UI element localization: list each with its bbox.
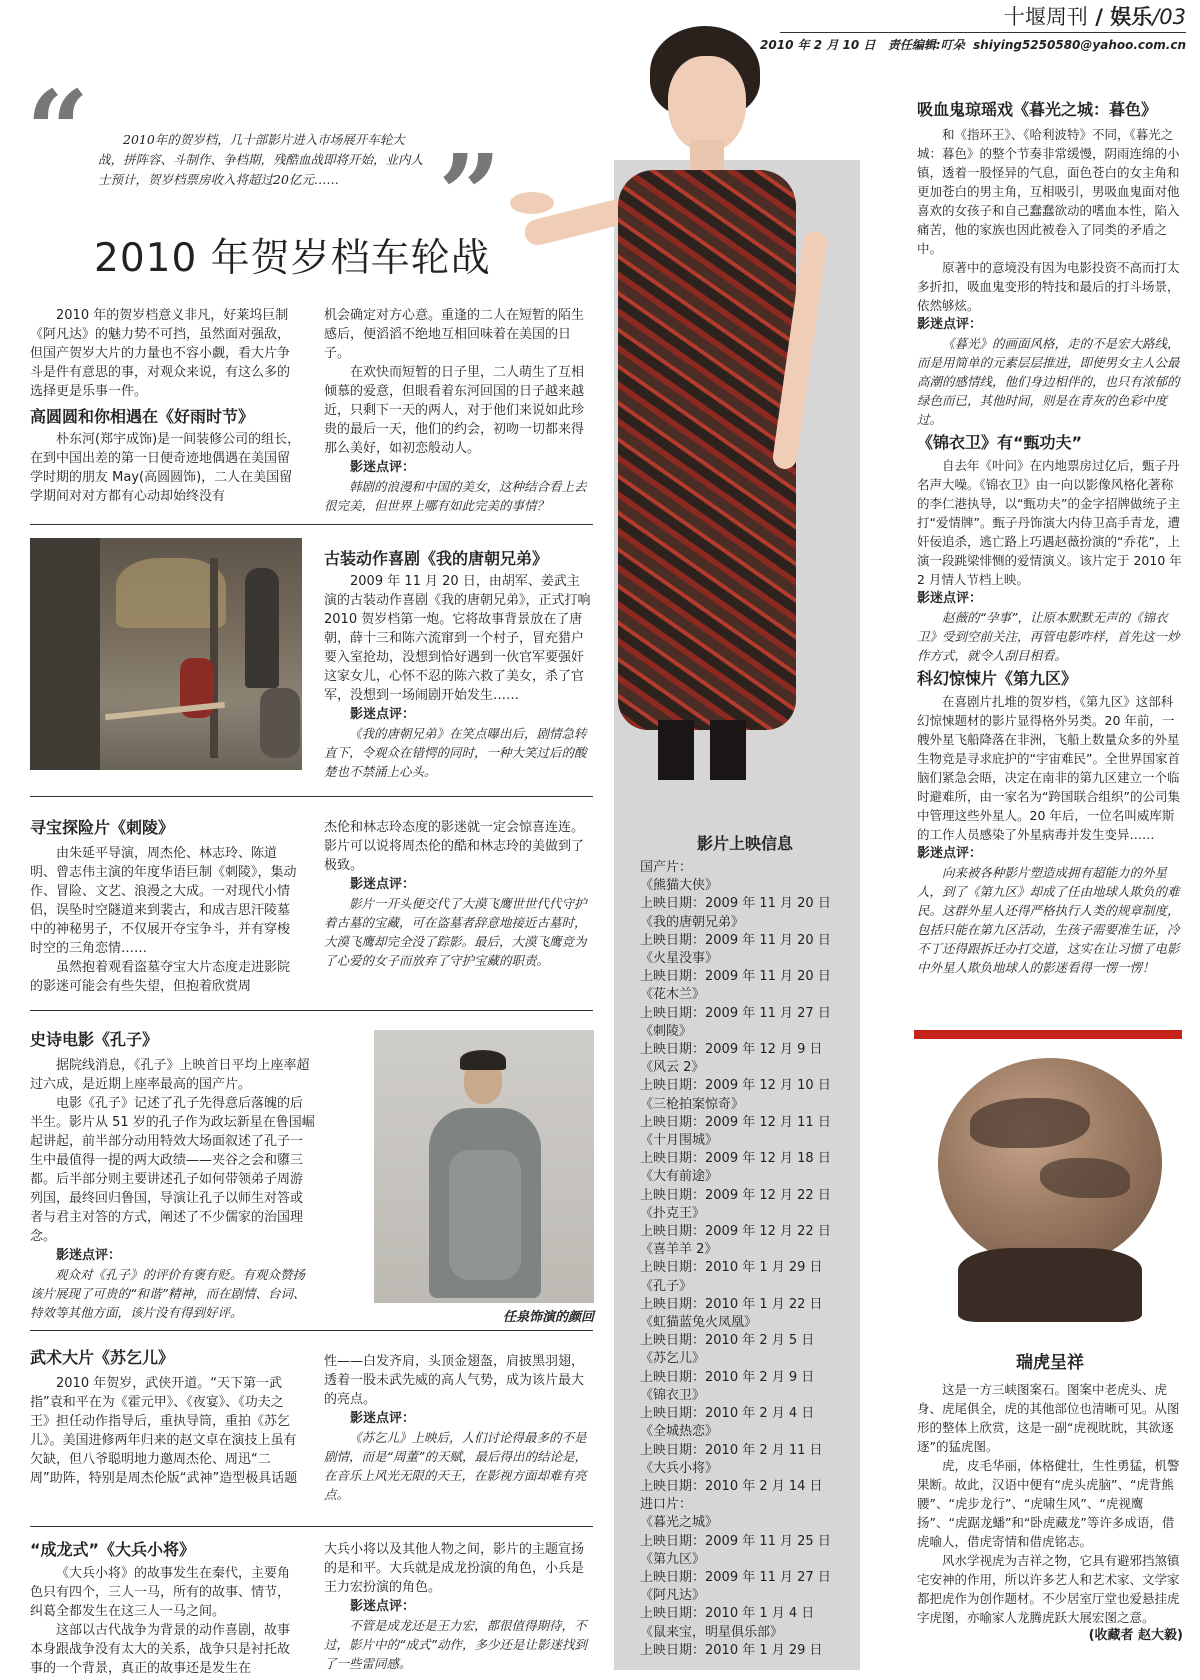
imported-film-title: 《第九区》 (640, 1551, 706, 1567)
publication-name: 十堰周刊 (1003, 5, 1088, 29)
tang-comment: 《我的唐朝兄弟》在笑点曝出后，剧情急转直下，令观众在错愕的同时，一种大笑过后的酸楚也不禁涌上心头。 (324, 726, 587, 779)
domestic-film-release-date: 上映日期：2010 年 2 月 5 日 (640, 1333, 815, 1349)
bing-col-1 (30, 1540, 302, 1678)
twilight-comment: 《暮光》的画面风格，走的不是宏大路线，而是用简单的元素层层推进，即使男女主人公最高潮的感情线，他们身边相伴的，也只有浓郁的绿色而已，其他时间，则是在青灰的色彩中度过。 (917, 336, 1180, 427)
jinyiwei-paragraph: 自去年《叶问》在内地票房过亿后，甄子丹名声大噪。《锦衣卫》由一向以影像风格化著称的李仁港执导，以“甄功夫”的金字招牌做统子主打“爱情牌”。甄子丹饰演大内侍卫高手青龙，遭奸佞追杀，逃亡路上巧遇赵薇扮演的“乔花”，上演一段跳梁悱恻的爱情演义。该片定于 2010 年 2 月情人节档上映。 (917, 458, 1182, 587)
section-heading-haoyu: 高圆圆和你相遇在《好雨时节》 (30, 407, 255, 426)
ciling-comment: 影片一开头便交代了大漠飞鹰世世代代守护着古墓的宝藏，可在盗墓者辞意地接近古墓时，大漠飞鹰却完全没了踪影。最后，大漠飞鹰竞为了心爱的女子而放弃了守护宝藏的职责。 (324, 896, 587, 968)
domestic-film-title: 《虹猫蓝兔火凤凰》 (640, 1315, 758, 1331)
domestic-film-release-date: 上映日期：2009 年 11 月 20 日 (640, 969, 831, 985)
red-divider (914, 1030, 1182, 1039)
bing-paragraph-1: 《大兵小将》的故事发生在秦代，主要角色只有四个，三人一马，所有的故事、情节，纠葛全都发生在这三人一马之间。 (30, 1566, 291, 1619)
jinyiwei-comment-label: 影迷点评： (917, 591, 983, 606)
suqier-continued: 性——白发齐肩，头顶金翅盔，肩披黑羽翅，透着一股未武先威的高人气势，成为该片最大的亮点。 (324, 1354, 585, 1407)
confucius-paragraph-2: 电影《孔子》记述了孔子先得意后落魄的后半生。影片从 51 岁的孔子作为政坛新星在鲁国崛起讲起，前半部分动用特效大场面叙述了孔子一生中最值得一提的两大政绩——夹谷之会和隳三都。后半部分则主要讲述孔子如何带领弟子周游列国，最终回归鲁国，导演让孔子以师生对答或者与君主对答的方式，阐述了不少儒家的治国理念。 (30, 1096, 315, 1244)
stone-credit: (收藏者 赵大毅) (1088, 1628, 1183, 1643)
section-heading-bing: “成龙式”《大兵小将》 (30, 1540, 196, 1559)
suqier-col-1 (30, 1348, 302, 1488)
tiger-stone-photo (930, 1058, 1170, 1328)
right-column-articles (917, 100, 1183, 977)
section-heading-confucius: 史诗电影《孔子》 (30, 1030, 159, 1049)
page-number: /03 (1152, 5, 1186, 29)
domestic-film-title: 《全城热恋》 (640, 1424, 719, 1440)
imported-film-release-date: 上映日期：2009 年 11 月 27 日 (640, 1569, 831, 1585)
divider-5 (30, 1526, 593, 1527)
imported-film-title: 《阿凡达》 (640, 1588, 706, 1604)
ciling-continued: 杰伦和林志玲态度的影迷就一定会惊喜连连。影片可以说将周杰伦的酷和林志玲的美做到了极致。 (324, 820, 585, 873)
intro-text: 2010年的贺岁档，几十部影片进入市场展开车轮大战，拼阵容、斗制作、争档期，残酷血战即将开始，业内人士预计，贺岁档票房收入将超过20亿元…… (98, 132, 424, 187)
bing-col-2 (324, 1540, 592, 1673)
haoyu-comment: 韩剧的浪漫和中国的美女，这种结合看上去很完美，但世界上哪有如此完美的事情？ (324, 479, 587, 513)
district9-paragraph: 在喜剧片扎堆的贺岁档，《第九区》这部科幻惊悚题材的影片显得格外另类。20 年前，一艘外星飞船降落在非洲，飞船上数量众多的外星生物竞是寻求庇护的“宇宙难民”。全世界国家首脑们紧急会晤，决定在南非的第九区建立一个临时避难所，由一家名为“跨国联合组织”的公司集中管理这些外星人。20 年后，一位名叫威库斯的工作人员感染了外星病毒并发生变异…… (917, 694, 1180, 842)
section-heading-twilight: 吸血鬼琼瑶戏《暮光之城：暮色》 (917, 100, 1158, 119)
imported-film-list (640, 1514, 850, 1660)
haoyu-comment-label: 影迷点评： (350, 460, 416, 475)
suqier-comment: 《苏乞儿》上映后，人们讨论得最多的不是剧情，而是“周董”的天赋，最后得出的结论是，在音乐上风光无限的天王，在影视方面却难有亮点。 (324, 1430, 587, 1502)
domestic-film-release-date: 上映日期：2009 年 12 月 11 日 (640, 1114, 831, 1130)
district9-comment: 向来被各种影片塑造成拥有超能力的外星人，到了《第九区》却成了任由地球人欺负的难民。这群外星人还得严格执行人类的规章制度，包括只能在第九区活动，生孩子需要准生证，冷不丁还得跟拆迁办打交道，这实在让习惯了电影中外星人欺负地球人的影迷看得一愣一愣！ (917, 865, 1180, 975)
divider-2 (30, 796, 593, 797)
lead-paragraph: 2010 年的贺岁档意义非凡，好莱坞巨制《阿凡达》的魅力势不可挡，虽然面对强敌，但国产贺岁大片的力量也不容小觑，看大片争斗是件有意思的事，对观众来说，有这么多的选择更是乐事一件。 (30, 308, 291, 399)
ciling-paragraph-1: 由朱延平导演，周杰伦、林志玲、陈道明、曾志伟主演的年度华语巨制《刺陵》，集动作、冒险、文艺、浪漫之大成。一对现代小情侣，误坠时空隧道来到裴古，和成吉思汗陵墓中的神秘男子，不仅展开夺宝争斗，并有穿梭时空的三角恋情…… (30, 846, 297, 956)
bing-comment-label: 影迷点评： (350, 1599, 416, 1614)
domestic-film-release-date: 上映日期：2010 年 2 月 4 日 (640, 1406, 815, 1422)
imported-film-release-date: 上映日期：2010 年 1 月 4 日 (640, 1606, 815, 1622)
domestic-film-title: 《十月围城》 (640, 1133, 719, 1149)
suqier-paragraph: 2010 年贺岁，武侠开道。“天下第一武指”袁和平在为《霍元甲》、《夜宴》、《功夫之王》担任动作指导后，重执导筒，重拍《苏乞儿》。美国进修两年归来的赵文卓在演技上虽有欠缺，但八爷聪明地力邀周杰伦、周迅“二周”助阵，特别是周杰伦版“武神”造型极具话题 (30, 1376, 298, 1486)
confucius-photo-caption: 任泉饰演的颜回 (502, 1310, 594, 1325)
domestic-film-title: 《大兵小将》 (640, 1460, 719, 1476)
bing-comment: 不管是成龙还是王力宏，都很值得期待，不过，影片中的“成式”动作，多少还是让影迷找到了一些雷同感。 (324, 1618, 587, 1671)
stone-paragraph-2: 虎，皮毛华丽，体格健壮，生性勇猛，机警果断。故此，汉语中便有“虎头虎脑”、“虎背熊腰”、“虎步龙行”、“虎啸生风”、“虎视鹰扬”、“虎踞龙蟠”和“卧虎藏龙”等许多成语，借虎喻人，借虎寄情和借虎铭志。 (917, 1458, 1180, 1549)
bing-paragraph-2: 这部以古代战争为背景的动作喜剧，故事本身跟战争没有太大的关系，战争只是衬托故事的一个背景，真正的故事还是发生在 (30, 1623, 291, 1676)
suqier-col-2 (324, 1352, 592, 1504)
domestic-film-title: 《扑克王》 (640, 1205, 706, 1221)
domestic-film-title: 《三枪拍案惊奇》 (640, 1096, 745, 1112)
twilight-paragraph-2: 原著中的意境没有因为电影投资不高而打太多折扣，吸血鬼变形的特技和最后的打斗场景，依然够炫。 (917, 260, 1180, 313)
cover-model-photo (510, 20, 840, 780)
haoyu-continued: 机会确定对方心意。重逢的二人在短暂的陌生感后，便滔滔不绝地互相回味着在美国的日子。 (324, 308, 585, 361)
domestic-film-title: 《火星没事》 (640, 951, 719, 967)
domestic-film-title: 《喜羊羊 2》 (640, 1242, 718, 1258)
imported-film-release-date: 上映日期：2009 年 11 月 25 日 (640, 1533, 831, 1549)
tang-comment-label: 影迷点评： (350, 707, 416, 722)
imported-film-title: 《鼠来宝，明星俱乐部》 (640, 1624, 784, 1640)
divider-4 (30, 1330, 593, 1331)
masthead: 十堰周刊 / 娱乐/03 (1003, 5, 1186, 29)
domestic-film-release-date: 上映日期：2010 年 2 月 9 日 (640, 1369, 815, 1385)
domestic-film-title: 《锦衣卫》 (640, 1387, 706, 1403)
section-heading-jinyiwei: 《锦衣卫》有“甄功夫” (917, 433, 1083, 452)
tang-paragraph: 2009 年 11 月 20 日，由胡军、姜武主演的古装动作喜剧《我的唐朝兄弟》，正式打响 2010 贺岁档第一炮。它将故事背景放在了唐朝，薛十三和陈六流窜到一个村子，冒充猎户要入室抢劫，没想到恰好遇到一伙官军要强奸这家女儿，心怀不忍的陈六救了美女，杀了官军，没想到一场闹剧开始发生…… (324, 574, 591, 703)
domestic-film-title: 《熊猫大侠》 (640, 878, 719, 894)
domestic-film-title: 《苏乞儿》 (640, 1351, 706, 1367)
confucius-comment-label: 影迷点评： (56, 1248, 122, 1263)
main-title: 2010 年贺岁档车轮战 (94, 236, 491, 281)
district9-comment-label: 影迷点评： (917, 846, 983, 861)
domestic-film-release-date: 上映日期：2010 年 2 月 14 日 (640, 1478, 823, 1494)
ciling-paragraph-2: 虽然抱着观看盗墓夺宝大片态度走进影院的影迷可能会有些失望，但抱着欣赏周 (30, 960, 291, 994)
domestic-film-list (640, 877, 850, 1496)
domestic-film-title: 《风云 2》 (640, 1060, 705, 1076)
close-quote-mark: ” (438, 130, 502, 259)
confucius-comment: 观众对《孔子》的评价有褒有贬。有观众赞扬该片展现了可贵的“和谐”精神，而在剧情、台词、特效等其他方面，该片没有得到好评。 (30, 1267, 306, 1320)
tang-photo (30, 538, 302, 770)
domestic-film-release-date: 上映日期：2009 年 12 月 18 日 (640, 1151, 831, 1167)
domestic-film-release-date: 上映日期：2009 年 11 月 27 日 (640, 1005, 831, 1021)
domestic-film-release-date: 上映日期：2009 年 11 月 20 日 (640, 932, 831, 948)
ciling-comment-label: 影迷点评： (350, 877, 416, 892)
confucius-photo (374, 1030, 594, 1303)
ciling-col-2 (324, 818, 592, 970)
section-heading-ciling: 寻宝探险片《刺陵》 (30, 818, 175, 837)
section-heading-district9: 科幻惊悚片《第九区》 (917, 669, 1078, 688)
haoyu-paragraph-2: 在欢快而短暂的日子里，二人萌生了互相倾慕的爱意，但眼看着东河回国的日子越来越近，只剩下一天的两人，对于他们来说如此珍贵的最后一天，他们的约会，初吻一切都来得那么美好，如初恋般动人。 (324, 365, 585, 456)
divider-3 (30, 1010, 593, 1011)
domestic-film-release-date: 上映日期：2010 年 1 月 29 日 (640, 1260, 823, 1276)
domestic-film-release-date: 上映日期：2009 年 12 月 22 日 (640, 1224, 831, 1240)
import-label: 进口片： (640, 1497, 693, 1513)
suqier-comment-label: 影迷点评： (350, 1411, 416, 1426)
domestic-film-release-date: 上映日期：2009 年 11 月 20 日 (640, 896, 831, 912)
domestic-film-release-date: 上映日期：2009 年 12 月 9 日 (640, 1042, 823, 1058)
domestic-film-title: 《花木兰》 (640, 987, 706, 1003)
issue-date: 2010 年 2 月 10 日 (760, 38, 876, 52)
issue-email[interactable]: shiying5250580@yahoo.com.cn (973, 38, 1186, 52)
section-heading-suqier: 武术大片《苏乞儿》 (30, 1348, 175, 1367)
domestic-film-release-date: 上映日期：2009 年 12 月 10 日 (640, 1078, 831, 1094)
stone-article (917, 1352, 1183, 1645)
issue-editor: 责任编辑:叮朵 (887, 38, 965, 52)
schedule (640, 833, 850, 1660)
lead-col-1 (30, 306, 302, 506)
domestic-film-release-date: 上映日期：2009 年 12 月 22 日 (640, 1187, 831, 1203)
twilight-comment-label: 影迷点评： (917, 317, 983, 332)
domestic-label: 国产片： (640, 860, 693, 875)
section-name: 娱乐 (1110, 5, 1153, 29)
divider-1 (30, 524, 593, 525)
stone-paragraph-1: 这是一方三峡图案石。图案中老虎头、虎身、虎尾俱全，虎的其他部位也清晰可见。从图形的整体上欣赏，这是一副“虎视眈眈，其欲逐逐”的猛虎图。 (917, 1382, 1180, 1454)
confucius-paragraph-1: 据院线消息，《孔子》上映首日平均上座率超过六成，是近期上座率最高的国产片。 (30, 1058, 310, 1092)
haoyu-paragraph: 朴东河(郑宇成饰)是一间装修公司的组长，在到中国出差的第一日便奇迹地偶遇在美国留学时期的朋友 May(高圆圆饰)，二人在美国留学期间对对方都有心动却始终没有 (30, 432, 301, 504)
imported-film-release-date: 上映日期：2010 年 1 月 29 日 (640, 1642, 823, 1658)
domestic-film-title: 《我的唐朝兄弟》 (640, 914, 745, 930)
open-quote-mark: “ (26, 66, 90, 195)
domestic-film-title: 《刺陵》 (640, 1023, 693, 1039)
stone-paragraph-3: 风水学视虎为吉祥之物，它具有避邪挡煞镇宅安神的作用，所以许多艺人和艺术家、文学家都把虎作为创作题材。不少居室厅堂也爱悬挂虎字虎图，亦喻家人龙腾虎跃大展宏图之意。 (917, 1553, 1180, 1625)
section-heading-tang: 古装动作喜剧《我的唐朝兄弟》 (324, 549, 549, 568)
ciling-col-1 (30, 818, 302, 996)
domestic-film-release-date: 上映日期：2010 年 2 月 11 日 (640, 1442, 823, 1458)
domestic-film-title: 《大有前途》 (640, 1169, 719, 1185)
twilight-paragraph-1: 和《指环王》、《哈利波特》不同，《暮光之城：暮色》的整个节奏非常缓慢，阴雨连绵的小镇，透着一股怪异的气息，面色苍白的女主角和更加苍白的男主角，互相吸引，男吸血鬼面对他喜欢的女孩子和自己蠢蠢欲动的嗜血本性，陷入痛苦，他的家族也因此被卷入了同类的矛盾之中。 (917, 127, 1180, 256)
confucius-text (30, 1030, 315, 1322)
domestic-film-title: 《孔子》 (640, 1278, 693, 1294)
jinyiwei-comment: 赵薇的“孕事”，让原本默默无声的《锦衣卫》受到空前关注，再管电影咋样，首先这一炒作方式，就令人刮目相看。 (917, 610, 1180, 663)
imported-film-title: 《暮光之城》 (640, 1515, 719, 1531)
header-rule (780, 32, 1186, 33)
stone-title: 瑞虎呈祥 (1016, 1353, 1084, 1373)
bing-continued: 大兵小将以及其他人物之间，影片的主题宣扬的是和平。大兵就是成龙扮演的角色，小兵是王力宏扮演的角色。 (324, 1542, 585, 1595)
domestic-film-release-date: 上映日期：2010 年 1 月 22 日 (640, 1296, 823, 1312)
schedule-title: 影片上映信息 (696, 834, 793, 853)
